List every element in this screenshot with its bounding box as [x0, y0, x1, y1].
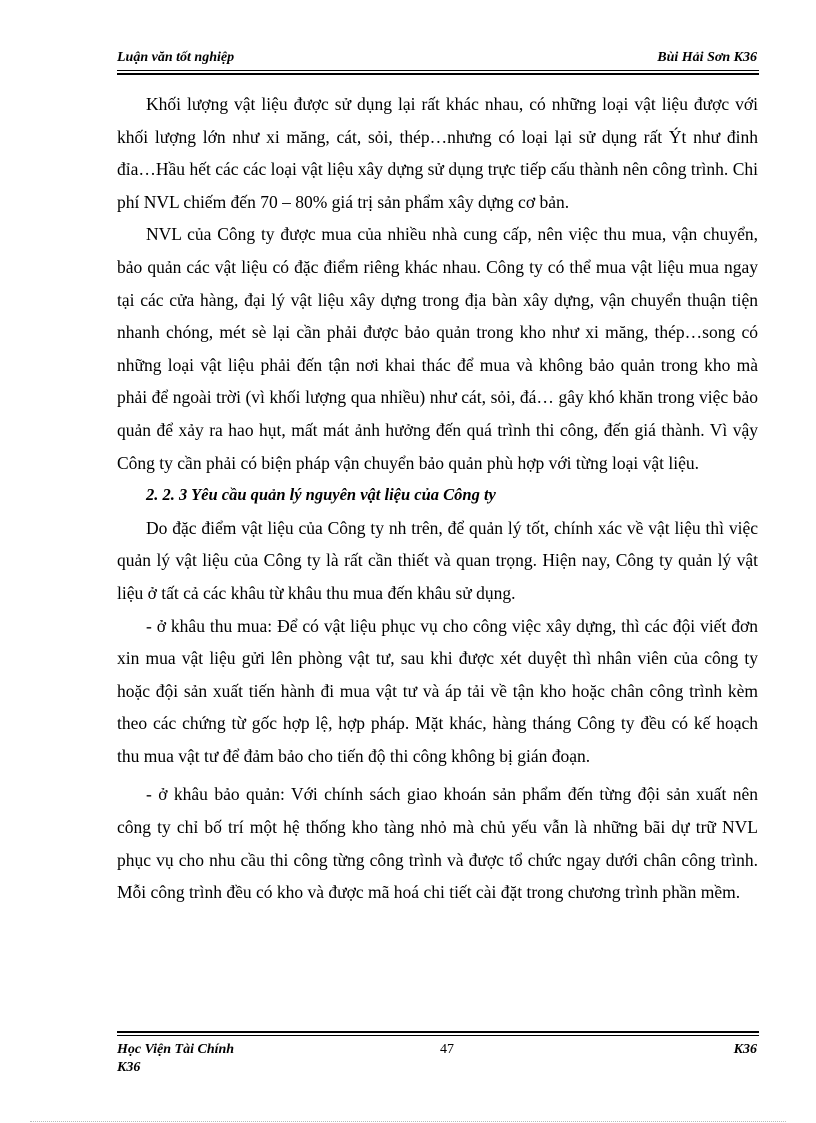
header-author: Bùi Hải Sơn K36 [657, 50, 757, 65]
paragraph-storage-stage: - ở khâu bảo quản: Với chính sách giao khoán sản phẩm đến từng đội sản xuất nên công ty chỉ bố trí một hệ thống kho tàng nhỏ mà chủ yếu vẫn là những bãi dự trữ NVL phục vụ cho nhu cầu thi công từng công trình và được tổ chức ngay dưới chân công trình. Mỗi công trình đều có kho và được mã hoá chi tiết cài đặt trong chương trình phần mềm. [117, 784, 758, 903]
page-number: 47 [440, 1042, 454, 1057]
paragraph-management-requirements: Do đặc điểm vật liệu của Công ty nh trên, để quản lý tốt, chính xác về vật liệu thì việc quản lý vật liệu của Công ty là rất cần thiết và quan trọng. Hiện nay, Công ty quản lý vật liệu ở tất cả các khâu từ khâu thu mua đến khâu sử dụng. [117, 517, 758, 603]
section-heading: 2. 2. 3 Yêu cầu quản lý nguyên vật liệu của Công ty [146, 485, 496, 505]
paragraph-material-volume: Khối lượng vật liệu được sử dụng lại rất khác nhau, có những loại vật liệu được với khối lượng lớn như xi măng, cát, sỏi, thép…nhưng có loại lại sử dụng rất Ýt như đinh đỉa…Hầu hết các các loại vật liệu xây dựng sử dụng trực tiếp cấu thành nên công trình. Chi phí NVL chiếm đến 70 – 80% giá trị sản phẩm xây dựng cơ bản. [117, 94, 758, 212]
page-edge-dotted-line [30, 1121, 786, 1122]
paragraph-suppliers: NVL của Công ty được mua của nhiều nhà cung cấp, nên việc thu mua, vận chuyển, bảo quản các vật liệu có đặc điểm riêng khác nhau. Công ty có thể mua vật liệu mua ngay tại các cửa hàng, đại lý vật liệu xây dựng trong địa bàn xây dựng, vận chuyển thuận tiện nhanh chóng, mét sè lại cần phải được bảo quản trong kho như xi măng, thép…song có những loại vật liệu phải đến tận nơi khai thác để mua và không bảo quản trong kho mà phải để ngoài trời (vì khối lượng qua nhiều) như cát, sỏi, đá… gây khó khăn trong việc bảo quản để xảy ra hao hụt, mất mát ảnh hưởng đến quá trình thi công, đến giá thành. Vì vậy Công ty cần phải có biện pháp vận chuyển bảo quản phù hợp với từng loại vật liệu. [117, 224, 758, 473]
header-rule-thin [117, 70, 759, 71]
footer-class-left: K36 [117, 1060, 141, 1075]
footer-rule-thin [117, 1035, 759, 1036]
page-footer [117, 1040, 757, 1080]
page-body [117, 88, 758, 909]
footer-institution: Học Viện Tài Chính [117, 1042, 235, 1057]
page-header [117, 50, 757, 68]
footer-class-right: K36 [733, 1042, 757, 1057]
header-thesis-title: Luận văn tốt nghiệp [117, 50, 235, 65]
footer-rule-thick [117, 1031, 759, 1033]
paragraph-purchasing-stage: - ở khâu thu mua: Để có vật liệu phục vụ cho công việc xây dựng, thì các đội viết đơn xin mua vật liệu gửi lên phòng vật tư, sau khi được xét duyệt thì nhân viên của công ty hoặc đội sản xuất tiến hành đi mua vật tư và áp tải về tận kho hoặc chân công trình kèm theo các chứng từ gốc hợp lệ, hợp pháp. Mặt khác, hàng tháng Công ty đều có kế hoạch thu mua vật tư để đảm bảo cho tiến độ thi công không bị gián đoạn. [117, 615, 758, 766]
header-rule-thick [117, 73, 759, 75]
